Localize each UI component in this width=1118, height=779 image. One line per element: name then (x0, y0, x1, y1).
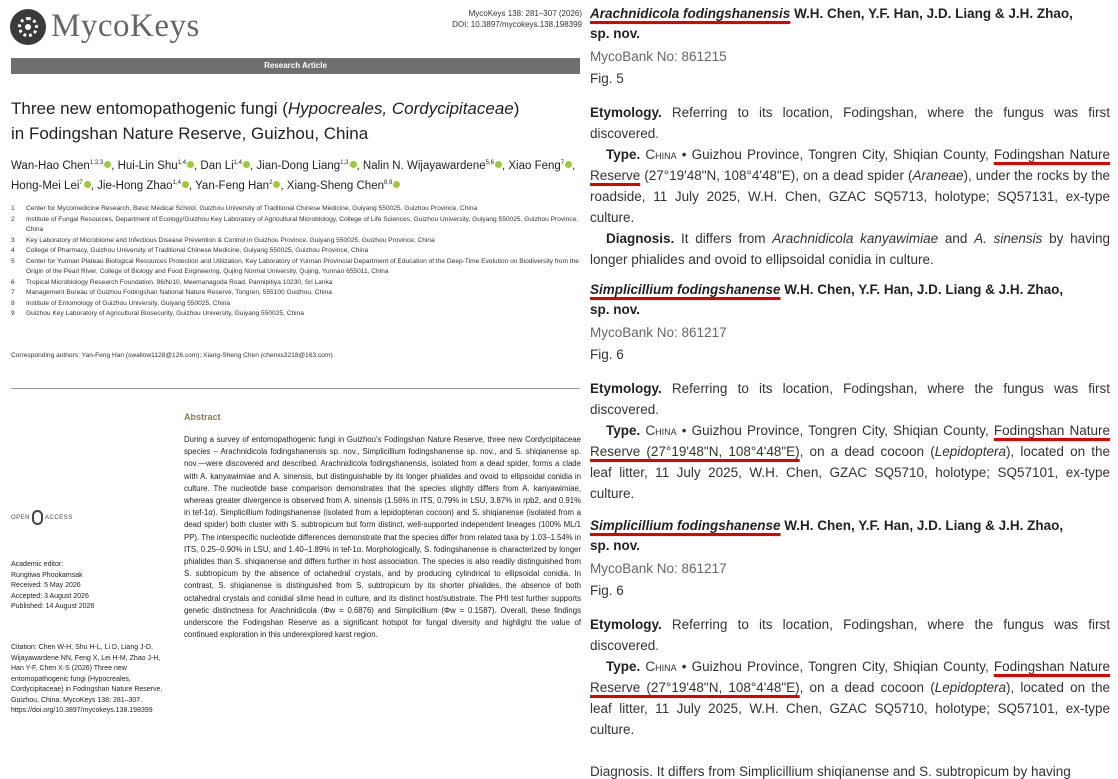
type-info: Type. China • Guizhou Province, Tongren City, Shiqian County, Fodingshan Nature Reserve (27°19'48"N, 108°4'48"E), on a dead cocoon (Lepidoptera), located on the leaf litter, 11 July 2025, W.H. Chen, GZAC SQ5710, holotype; SQ57101, ex-type culture. (590, 659, 1110, 737)
logo-text: MycoKeys (51, 8, 200, 44)
article-dates: Academic editor: Rungtiwa Phookamsak Received: 5 May 2026 Accepted: 3 August 2026 Published: 14 August 2026 (11, 561, 95, 610)
corresponding-authors: Corresponding authors: Yan-Feng Han (swallow1128@126.com); Xiang-Sheng Chen (chenxs3218@163.com) (11, 352, 333, 359)
affiliation-number: 5 (11, 257, 15, 265)
abstract-heading: Abstract (184, 412, 221, 422)
orcid-icon[interactable] (243, 161, 250, 168)
journal-logo (10, 8, 200, 45)
citation: Citation: Chen W-H, Shu H-L, Li D, Liang J-D, Wijayawardene NN, Feng X, Lei H-M, Zhao J-H, Han Y-F, Chen X-S (2026) Three new entomopathogenic fungi (Hypocreales, Cordycipitaceae) in Fodingshan Nature Reserve, Guizhou, China. MycoKeys 138: 281–307. https://doi.org/10.3897/mycokeys.138.198399 (11, 644, 163, 714)
mycobank-number: MycoBank No: 861215 (590, 49, 727, 64)
orcid-icon[interactable] (187, 161, 194, 168)
open-access-badge: OPEN ACCESS (11, 510, 73, 525)
orcid-icon[interactable] (393, 181, 400, 188)
author-affiliation-ref: 1,2,3 (89, 160, 104, 166)
orcid-icon[interactable] (350, 161, 357, 168)
section-divider (11, 388, 580, 389)
author-name: Dan Li (200, 159, 234, 172)
author-name: Jie-Hong Zhao (97, 179, 173, 192)
author-name: Xiao Feng (508, 159, 561, 172)
etymology: Etymology. Referring to its location, Fodingshan, where the fungus was first discovered. (590, 381, 1110, 417)
affiliation-item (11, 257, 586, 278)
affiliation-item (11, 215, 586, 236)
species-heading: Arachnidicola fodingshanensis W.H. Chen, Y.F. Han, J.D. Liang & J.H. Zhao, sp. nov. (590, 6, 1073, 41)
cut-off-diagnosis-line: Diagnosis. It differs from Simplicillium shiqianense and S. subtropicum by having (590, 764, 1071, 779)
affiliation-text: Institute of Fungal Resources, Department of Ecology/Guizhou Key Laboratory of Agricultural Microbiology, College of Life Sciences, Guizhou University, Guiyang 550025, Guizhou Province, China (26, 215, 579, 233)
affiliation-text: Tropical Microbiology Research Foundation, 96/N/10, Meemanagoda Road, Pannipitiya 10230, Sri Lanka (26, 278, 333, 286)
affiliation-number: 2 (11, 215, 15, 223)
affiliation-number: 3 (11, 236, 15, 244)
affiliation-number: 9 (11, 310, 15, 317)
affiliation-text: Center for Mycomedicine Research, Basic Medical School, Guizhou University of Traditional Chinese Medicine, Guiyang 550025, Guizhou Province, China (26, 205, 478, 212)
species-block-2 (590, 280, 1110, 504)
affiliation-item (11, 309, 586, 320)
article-type-banner: Research Article (11, 58, 580, 74)
mycobank-number: MycoBank No: 861217 (590, 561, 727, 576)
affiliation-item (11, 299, 586, 310)
orcid-icon[interactable] (565, 161, 572, 168)
author-name: Jian-Dong Liang (256, 159, 341, 172)
type-info: Type. China • Guizhou Province, Tongren City, Shiqian County, Fodingshan Nature Reserve (27°19'48"N, 108°4'48"E), on a dead spider (Araneae), under the rocks by the roadside, 11 July 2025, W.H. Chen, GZAC SQ5713, holotype; SQ57131, ex-type culture. (590, 147, 1110, 225)
orcid-icon[interactable] (273, 181, 280, 188)
etymology: Etymology. Referring to its location, Fodingshan, where the fungus was first discovered. (590, 105, 1110, 141)
journal-issue: MycoKeys 138: 281–307 (2026) (468, 9, 582, 18)
open-access-lock-icon (32, 510, 43, 525)
author-affiliation-ref: 2 (269, 179, 273, 186)
etymology: Etymology. Referring to its location, Fodingshan, where the fungus was first discovered. (590, 617, 1110, 653)
mycobank-number: MycoBank No: 861217 (590, 325, 727, 340)
article-title: Three new entomopathogenic fungi (Hypocreales, Cordycipitaceae) in Fodingshan Nature Reserve, Guizhou, China (11, 99, 520, 143)
affiliation-item (11, 288, 586, 299)
author-name: Hui-Lin Shu (117, 159, 178, 172)
affiliation-item (11, 278, 586, 289)
figure-ref[interactable]: Fig. 6 (590, 583, 624, 598)
author-name: Hong-Mei Lei (11, 179, 80, 192)
affiliation-item (11, 236, 586, 247)
orcid-icon[interactable] (495, 161, 502, 168)
species-block-1 (590, 4, 1110, 270)
doi[interactable]: DOI: 10.3897/mycokeys.138.198399 (452, 20, 582, 29)
type-info: Type. China • Guizhou Province, Tongren City, Shiqian County, Fodingshan Nature Reserve (27°19'48"N, 108°4'48"E), on a dead cocoon (Lepidoptera), located on the leaf litter, 11 July 2025, W.H. Chen, GZAC SQ5710, holotype; SQ57101, ex-type culture. (590, 423, 1110, 501)
abstract-text: During a survey of entomopathogenic fungi in Guizhou's Fodingshan Nature Reserve, three new Cordycipitaceae species – Arachnidicola fodingshanensis sp. nov., Simplicillium fodingshanense sp. nov., and S. shiqianense sp. nov.—were discovered and described. Arachnidicola fodingshanensis, isolated from a dead spider, forms a clade with A. kanyawimiae and A. sinensis, but distinguishable by its longer phialides and ovoid to ellipsoidal conidia in culture. The nucleotide base comparison demonstrates that the species slightly differs from A. kanyawimiae, whereas greater divergence is observed from A. sinensis (1.56% in ITS, 0.79% in LSU, 3.87% in rpb2, and 0.91% in tef-1α). Simplicillium fodingshanense (isolated from a lepidopteran cocoon) and S. shiqianense (isolated from a dead spider) both cluster with S. subtropicum but form distinct, well-supported independent lineages (100% ML/1 PP). The interspecific nucleotide differences demonstrate that the species differ from related taxa by 1.03–1.54% in ITS, 0.25–0.90% in LSU, and 1.40–1.89% in tef-1α. Morphologically, S. fodingshanense is characterized by longer phialides than S. shiqianense and differs further in host association. The species is also readily distinguished from S. subtropicum by the absence of octahedral crystals, and by producing cylindrical to ellipsoidal conidia. In contrast, S. shiqianense is distinguished from S. subtropicum by its shorter phialides, the absence of both octahedral crystals and conidial slime head in culture, and its distinct host/substrate. The PHI test further supports genetic distinctness for Arachnidicola (Φw = 0.6876) and Simplicillium (Φw = 0.1587). Overall, these findings underscore the Fodingshan Reserve as a significant hotspot for fungal diversity and highlight the value of continued exploration in this underexplored karst region. (184, 435, 581, 640)
author-name: Xiang-Sheng Chen (286, 179, 384, 192)
journal-reference (452, 8, 582, 30)
affiliation-number: 7 (11, 289, 15, 296)
author-affiliation-ref: 1,4 (233, 160, 243, 166)
author-affiliation-ref: 8,9 (383, 179, 393, 186)
affiliation-number: 8 (11, 299, 15, 307)
author-name: Nalin N. Wijayawardene (362, 159, 486, 172)
author-affiliation-ref: 1,4 (172, 179, 181, 186)
affiliation-item (11, 204, 586, 215)
author-list: Wan-Hao Chen$^{1,2,3}$ , Hui-Lin Shu$^{1,4}$ , Dan Li$^{1,4}$ , Jian-Dong Liang$^{1,3}$ , Nalin N. Wijayawardene$^{5,6}$ , Xiao Feng$^7$ , Hong-Mei Lei$^7$ , Jie-Hong Zhao$^{1,4}$ , Yan-Feng Han$^2$ , Xiang-Sheng Chen$^{8,9}$ (11, 159, 576, 192)
diagnosis: Diagnosis. It differs from Arachnidicola kanyawimiae and A. sinensis by having longer phialides and ovoid to ellipsoidal conidia in culture. (590, 231, 1110, 267)
affiliation-item (11, 246, 586, 257)
affiliation-number: 6 (11, 278, 15, 286)
figure-ref[interactable]: Fig. 5 (590, 71, 624, 86)
orcid-icon[interactable] (182, 181, 189, 188)
affiliation-text: Key Laboratory of Microbiome and Infectious Disease Prevention & Control in Guizhou Province, Guiyang 550025, Guizhou Province, China (26, 236, 435, 244)
orcid-icon[interactable] (84, 181, 91, 188)
affiliation-number: 4 (11, 247, 15, 254)
affiliation-text: College of Pharmacy, Guizhou University of Traditional Chinese Medicine, Guiyang 550025, Guizhou Province, China (26, 247, 369, 254)
species-excerpts (588, 0, 1118, 779)
author-affiliation-ref: 7 (79, 179, 83, 186)
author-name: Wan-Hao Chen (11, 159, 90, 172)
orcid-icon[interactable] (104, 161, 111, 168)
mycokeys-logo-icon (10, 9, 46, 45)
author-affiliation-ref: 1,3 (340, 160, 349, 166)
affiliation-text: Guizhou Key Laboratory of Agricultural Biosecurity, Guizhou University, Guiyang 550025, China (26, 310, 304, 317)
affiliation-text: Center for Yunnan Plateau Biological Resources Protection and Utilization, Key Laboratory of Yunnan Provincial Department of Education of the Deep-Time Evolution on Biodiversity from the Origin of the Pearl River, College of Biology and Food Engineering, Qujing Normal University, Qujing, Yunnan 655011, China (26, 257, 579, 275)
figure-ref[interactable]: Fig. 6 (590, 347, 624, 362)
affiliation-number: 1 (11, 205, 15, 212)
author-affiliation-ref: 7 (560, 160, 565, 166)
affiliation-text: Institute of Entomology of Guizhou University, Guiyang 550025, China (26, 299, 231, 307)
author-affiliation-ref: 5,6 (485, 160, 494, 166)
affiliation-text: Management Bureau of Guizhou Fodingshan National Nature Reserve, Tongren, 555100 Guizhou, China (26, 289, 332, 296)
species-block-3 (590, 516, 1110, 740)
species-heading: Simplicillium fodingshanense W.H. Chen, Y.F. Han, J.D. Liang & J.H. Zhao, sp. nov. (590, 518, 1064, 553)
author-name: Yan-Feng Han (195, 179, 270, 192)
author-affiliation-ref: 1,4 (177, 160, 187, 166)
affiliations (11, 204, 586, 320)
species-heading: Simplicillium fodingshanense W.H. Chen, Y.F. Han, J.D. Liang & J.H. Zhao, sp. nov. (590, 282, 1064, 317)
